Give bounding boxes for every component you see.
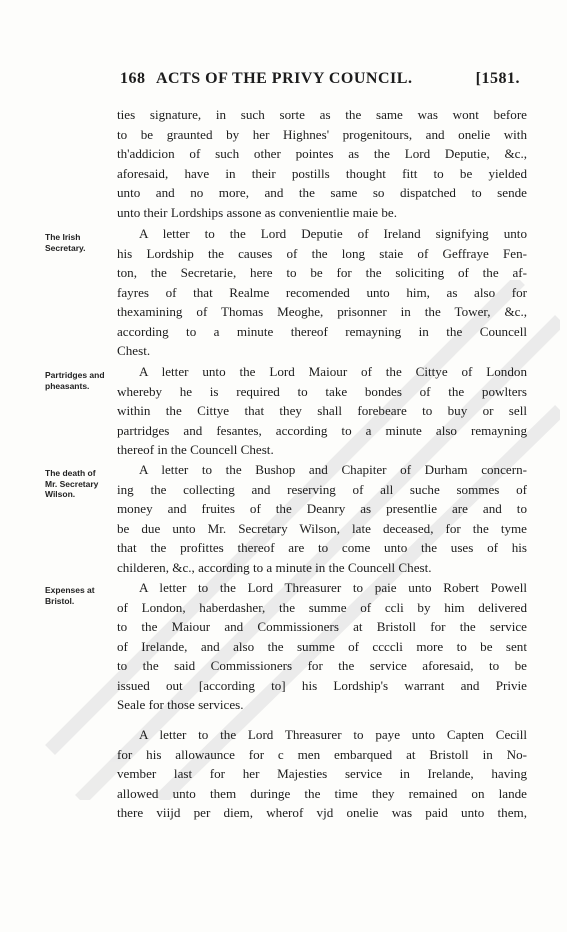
text-line: allowed unto them duringe the time they remained on lande	[117, 785, 527, 801]
margin-note-line: The death of	[45, 468, 96, 478]
text-line: to be graunted by her Highnes' progenitours, and onelie with	[117, 126, 527, 142]
paragraph-continuation	[117, 105, 527, 222]
text-line: A letter unto the Lord Maiour of the Cittye of London	[139, 364, 527, 379]
text-line: A letter to the Lord Threasurer to paie unto Robert Powell	[139, 580, 527, 595]
text-line: A letter to the Lord Deputie of Ireland signifying unto	[139, 226, 527, 241]
text-line: ties signature, in such sorte as the same was wont before	[117, 107, 527, 122]
text-line: issued out [according to] his Lordship's warrant and Privie	[117, 677, 527, 693]
text-line: to the said Commissioners for the service aforesaid, to be	[117, 658, 527, 673]
text-line: childeren, &c., according to a minute in the Councell Chest.	[117, 559, 432, 575]
paragraph-expenses-bristol	[117, 578, 527, 715]
text-line: A letter to the Bushop and Chapiter of Durham concern-	[139, 462, 527, 477]
text-line: thexamining of Thomas Meoghe, prisonner in the Tower, &c.,	[117, 304, 527, 319]
margin-note-line: Bristol.	[45, 595, 75, 606]
paragraph-death-wilson	[117, 460, 527, 577]
text-line: vember last for her Majesties service in Irelande, having	[117, 766, 527, 781]
text-line: of London, haberdasher, the summe of ccli by him delivered	[117, 599, 527, 615]
margin-note-line: Mr. Secretary	[45, 478, 99, 489]
margin-note-partridges	[45, 370, 117, 391]
running-title: ACTS OF THE PRIVY COUNCIL.	[156, 70, 413, 87]
paragraph-partridges	[117, 362, 527, 460]
text-line: there viijd per diem, wherof vjd onelie was paid unto them,	[117, 805, 527, 820]
margin-note-line: Partridges and	[45, 370, 105, 380]
text-line: unto their Lordships assone as convenientlie maie be.	[117, 204, 397, 220]
text-line: for his allowaunce for c men embarqued at Bristoll in No-	[117, 746, 527, 762]
paragraph-irish-secretary	[117, 224, 527, 361]
paragraph-capten-cecill	[117, 725, 527, 823]
text-line: thereof in the Councell Chest.	[117, 442, 274, 457]
text-line: Chest.	[117, 343, 151, 358]
text-line: money and fruites of the Deanry as presentlie are and to	[117, 501, 527, 516]
text-line: be due unto Mr. Secretary Wilson, late deceased, for the tyme	[117, 520, 527, 536]
margin-note-line: Wilson.	[45, 489, 76, 499]
text-line: unto and no more, and the same so dispatched to sende	[117, 185, 527, 200]
margin-note-line: pheasants.	[45, 380, 90, 391]
margin-note-line: Expenses at	[45, 585, 95, 595]
text-line: to the Maiour and Commissioners at Bristoll for the service	[117, 619, 527, 634]
page-number: 168	[120, 70, 146, 87]
running-year: [1581.	[475, 70, 520, 87]
text-line: fayres of that Realme recomended unto him, as also for	[117, 284, 527, 300]
margin-note-line: The Irish	[45, 232, 81, 242]
text-line: according to a minute thereof remayning in the Councell	[117, 323, 527, 339]
text-line: partridges and fesantes, according to a minute also remayning	[117, 422, 527, 438]
text-line: ing the collecting and reserving of all suche sommes of	[117, 481, 527, 497]
text-line: that the profittes thereof are to come unto the uses of his	[117, 540, 527, 555]
margin-note-irish-secretary	[45, 232, 117, 253]
margin-note-line: Secretary.	[45, 242, 86, 253]
text-line: aforesaid, have in their postills thought fitt to be yielded	[117, 165, 527, 181]
text-line: whereby he is required to take bondes of the powlters	[117, 383, 527, 399]
text-line: ton, the Secretarie, here to be for the soliciting of the af-	[117, 265, 527, 280]
text-line: within the Cittye that they shall forebeare to buy or sell	[117, 403, 527, 418]
text-line: A letter to the Lord Threasurer to paye unto Capten Cecill	[139, 727, 527, 742]
margin-note-death-wilson	[45, 468, 117, 500]
margin-note-expenses-bristol	[45, 585, 117, 606]
text-line: th'addicion of such other pointes as the Lord Deputie, &c.,	[117, 146, 527, 161]
text-line: Seale for those services.	[117, 697, 244, 712]
page-header	[120, 70, 520, 92]
text-line: his Lordship the causes of the long staie of Geffraye Fen-	[117, 245, 527, 261]
text-line: of Irelande, and also the summe of ccccli more to be sent	[117, 638, 527, 654]
